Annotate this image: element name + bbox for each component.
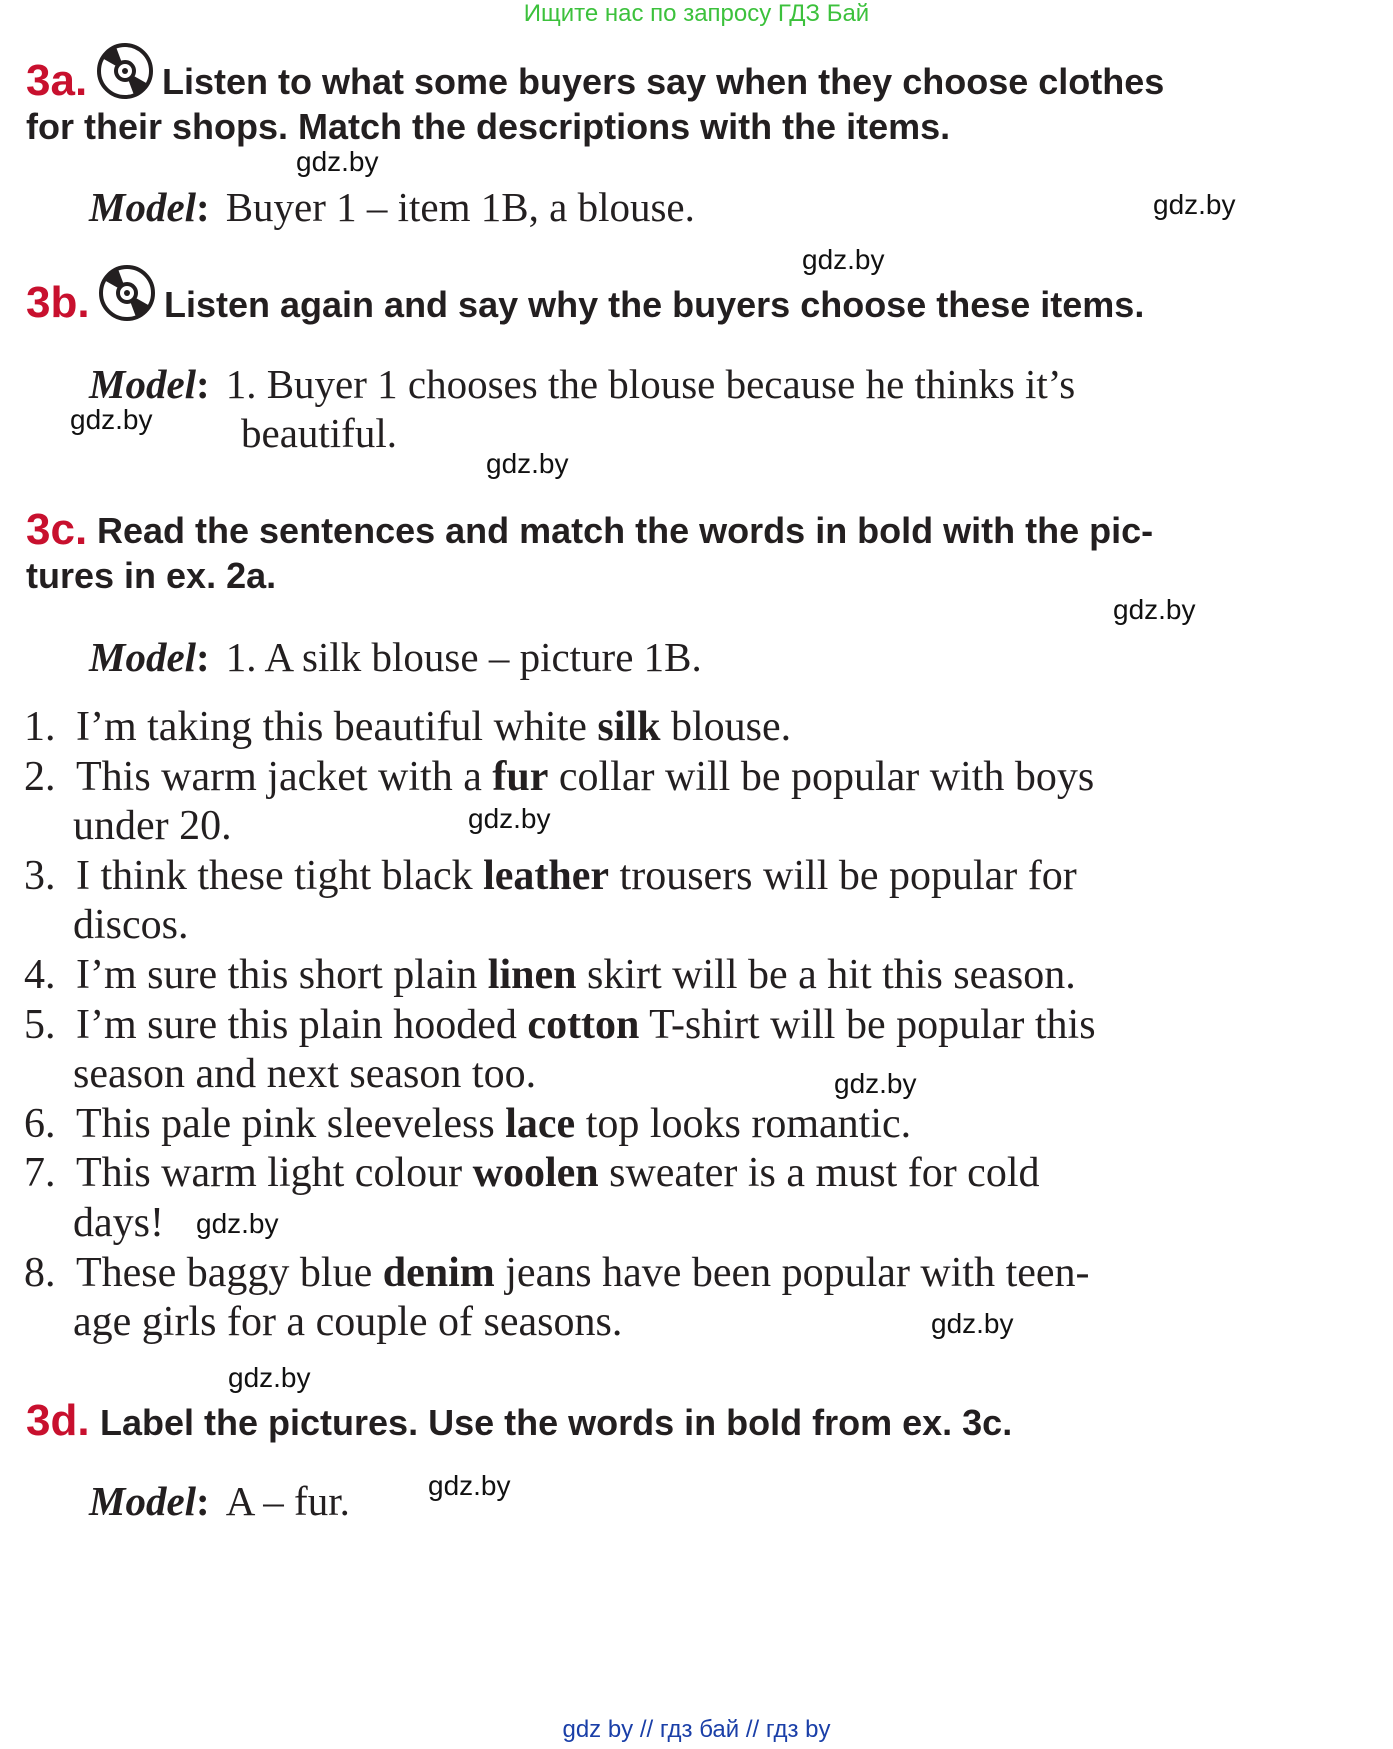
exercise-3b-number: 3b. [26, 278, 90, 327]
footer-links[interactable]: gdz by // гдз бай // гдз by [562, 1716, 831, 1743]
watermark: gdz.by [931, 1308, 1014, 1339]
exercise-3a-instruction-line1: Listen to what some buyers say when they choose clothes [162, 61, 1165, 102]
model-colon: : [196, 1478, 210, 1524]
sentence-item: 3. I think these tight black leather trousers will be popular for [24, 853, 1077, 899]
exercise-3b-model [89, 357, 1075, 411]
watermark: gdz.by [1113, 594, 1196, 625]
bold-word: leather [483, 853, 610, 899]
audio-cd-icon[interactable] [96, 42, 154, 100]
exercise-3b-model-continuation: beautiful. [241, 410, 397, 456]
bold-word: denim [382, 1250, 495, 1296]
exercise-3c-instruction-line2: tures in ex. 2a. [26, 555, 277, 596]
watermark: gdz.by [486, 448, 569, 479]
model-colon: : [196, 361, 210, 407]
bold-word: fur [492, 754, 549, 800]
sentence-item: 2. This warm jacket with a fur collar will be popular with boys [24, 754, 1095, 800]
sentence-item: 7. This warm light colour woolen sweater is a must for cold [24, 1150, 1040, 1196]
sentence-item: 8. These baggy blue denim jeans have been popular with teen- [24, 1250, 1090, 1296]
exercise-3d-number: 3d. [26, 1396, 90, 1445]
exercise-3d-instruction-line1: Label the pictures. Use the words in bold from ex. 3c. [100, 1402, 1013, 1443]
model-text: A – fur. [225, 1478, 350, 1524]
model-label: Model [89, 1478, 197, 1524]
exercise-3c-instruction-line1: Read the sentences and match the words in bold with the pic- [97, 510, 1154, 551]
watermark: gdz.by [70, 404, 153, 435]
bold-word: cotton [527, 1002, 640, 1048]
sentence-item-continuation: days! [73, 1200, 164, 1246]
sentence-item-continuation: season and next season too. [73, 1051, 537, 1097]
bold-word: woolen [472, 1150, 599, 1196]
exercise-3a-instruction-line2: for their shops. Match the descriptions with the items. [26, 106, 951, 147]
model-colon: : [196, 184, 210, 230]
exercise-3b-instruction-line1: Listen again and say why the buyers choose these items. [164, 284, 1145, 325]
audio-cd-icon[interactable] [98, 264, 156, 322]
watermark: gdz.by [834, 1068, 917, 1099]
watermark: gdz.by [802, 244, 885, 275]
watermark: gdz.by [468, 803, 551, 834]
model-label: Model [89, 634, 197, 680]
watermark: gdz.by [428, 1470, 511, 1501]
model-text: 1. A silk blouse – picture 1B. [225, 634, 702, 680]
model-text: Buyer 1 – item 1B, a blouse. [225, 184, 695, 230]
sentence-item-continuation: age girls for a couple of seasons. [73, 1299, 623, 1345]
sentence-item-continuation: discos. [73, 902, 189, 948]
model-label: Model [89, 361, 197, 407]
watermark: gdz.by [296, 146, 379, 177]
model-colon: : [196, 634, 210, 680]
exercise-3a-number: 3a. [26, 56, 88, 105]
sentence-item: 5. I’m sure this plain hooded cotton T-shirt will be popular this [24, 1002, 1096, 1048]
search-banner[interactable]: Ищите нас по запросу ГДЗ Бай [523, 0, 870, 27]
sentence-item: 1. I’m taking this beautiful white silk blouse. [24, 704, 792, 750]
model-label: Model [89, 184, 197, 230]
bold-word: silk [597, 704, 661, 750]
exercise-3c-model [89, 630, 702, 684]
watermark: gdz.by [196, 1208, 279, 1239]
exercise-3a-model [89, 180, 695, 234]
watermark: gdz.by [1153, 189, 1236, 220]
bold-word: lace [505, 1101, 576, 1147]
sentence-item-continuation: under 20. [73, 803, 232, 849]
bold-word: linen [487, 952, 577, 998]
sentence-item: 6. This pale pink sleeveless lace top looks romantic. [24, 1101, 912, 1147]
model-text: 1. Buyer 1 chooses the blouse because he thinks it’s [225, 361, 1076, 407]
exercise-3c-number: 3c. [26, 505, 88, 554]
sentence-item: 4. I’m sure this short plain linen skirt will be a hit this season. [24, 952, 1076, 998]
exercise-3d-model [89, 1474, 350, 1528]
watermark: gdz.by [228, 1362, 311, 1393]
